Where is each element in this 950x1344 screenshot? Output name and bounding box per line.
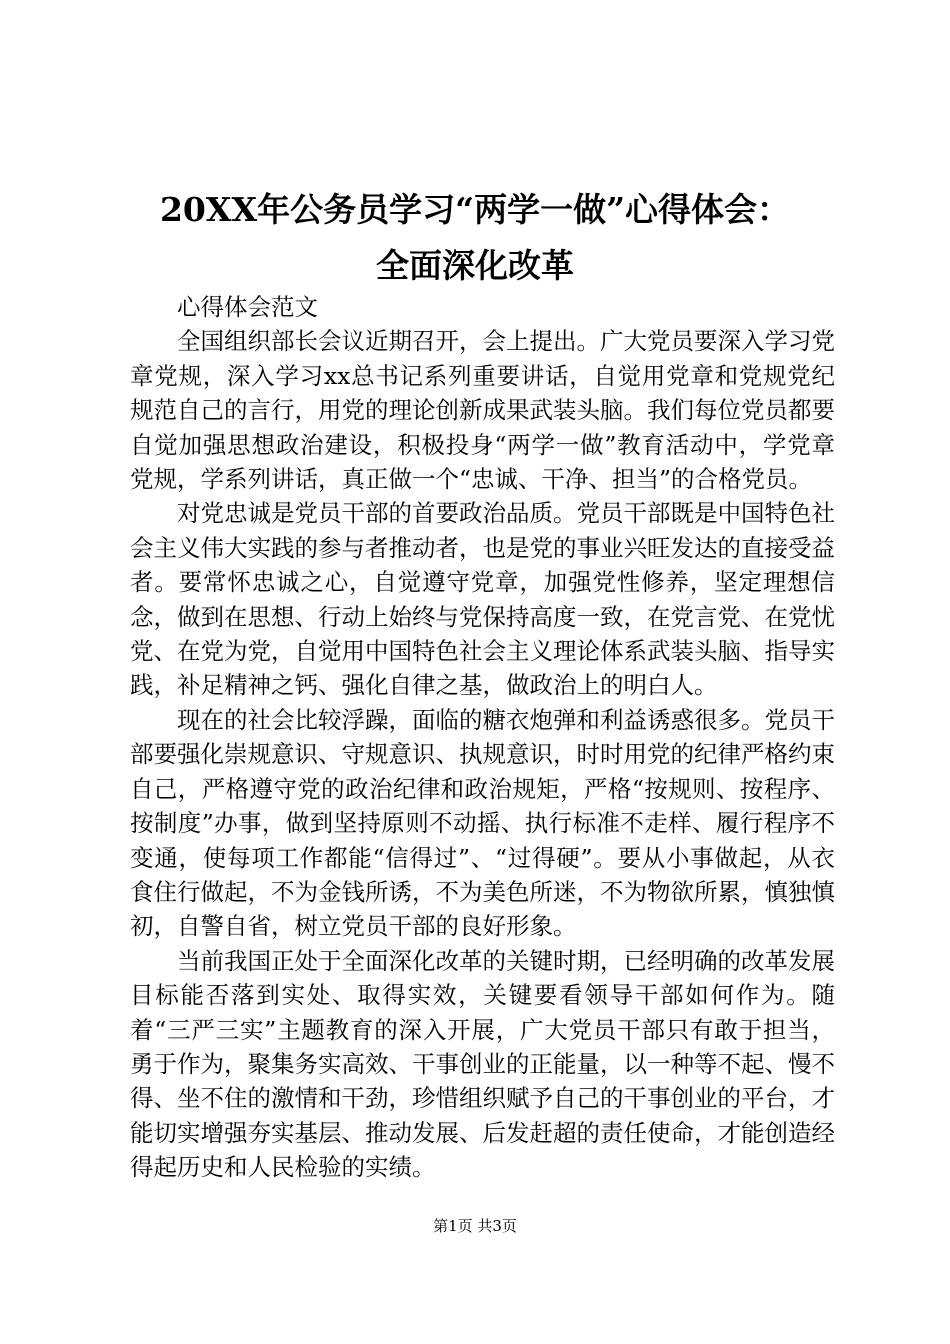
- paragraph-category: 心得体会范文: [177, 293, 318, 321]
- paragraph: 当前我国正处于全面深化改革的关键时期，已经明确的改革发展目标能否落到实处、取得实效，关键要看领导干部如何作为。随着“三严三实”主题教育的深入开展，广大党员干部只有敢于担当，勇于作为，聚集务实高效、干事创业的正能量，以一种等不起、慢不得、坐不住的激情和干劲，珍惜组织赋予自己的干事创业的平台，才能切实增强夯实基层、推动发展、后发赶超的责任使命，才能创造经得起历史和人民检验的实绩。: [130, 946, 835, 1182]
- paragraph: 现在的社会比较浮躁，面临的糖衣炮弹和利益诱惑很多。党员干部要强化崇规意识、守规意识、执规意识，时时用党的纪律严格约束自己，严格遵守党的政治纪律和政治规矩，严格“按规则、按程序、按制度”办事，做到坚持原则不动摇、执行标准不走样、履行程序不变通，使每项工作都能“信得过”、“过得硬”。要从小事做起，从衣食住行做起，不为金钱所诱，不为美色所迷，不为物欲所累，慎独慎初，自警自省，树立党员干部的良好形象。: [130, 705, 835, 941]
- document-title-line-2: 全面深化改革: [376, 246, 574, 285]
- document-title-line-1: 20XX年公务员学习“两学一做”心得体会：: [159, 190, 791, 229]
- page-footer: 第1页 共3页: [433, 1217, 517, 1235]
- document-body: [130, 290, 835, 1185]
- paragraph: 全国组织部长会议近期召开，会上提出。广大党员要深入学习党章党规，深入学习xx总书记系列重要讲话，自觉用党章和党规党纪规范自己的言行，用党的理论创新成果武装头脑。我们每位党员都要自觉加强思想政治建设，积极投身“两学一做”教育活动中，学党章党规，学系列讲话，真正做一个“忠诚、干净、担当”的合格党员。: [130, 327, 835, 494]
- paragraph: 对党忠诚是党员干部的首要政治品质。党员干部既是中国特色社会主义伟大实践的参与者推动者，也是党的事业兴旺发达的直接受益者。要常怀忠诚之心，自觉遵守党章，加强党性修养，坚定理想信念，做到在思想、行动上始终与党保持高度一致，在党言党、在党忧党、在党为党，自觉用中国特色社会主义理论体系武装头脑、指导实践，补足精神之钙、强化自律之基，做政治上的明白人。: [130, 499, 835, 700]
